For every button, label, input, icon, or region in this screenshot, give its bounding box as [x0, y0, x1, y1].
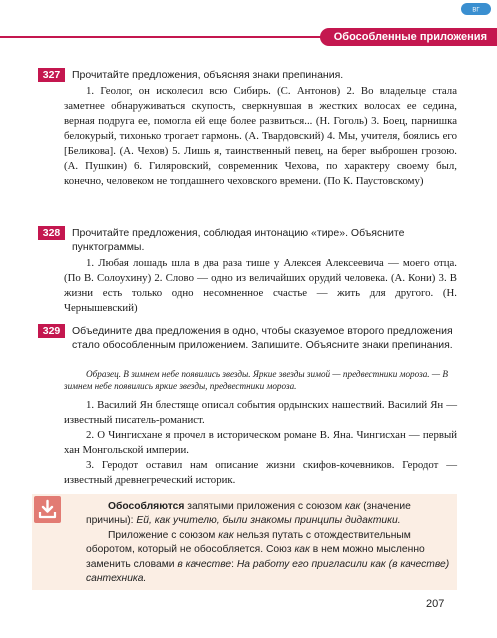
exercise-number-329: 329	[38, 324, 65, 338]
exercise-329-item-3: 3. Геродот оставил нам описание жизни скифов-кочевников. Геродот — известный древнегреческий историк.	[64, 459, 457, 486]
exercise-number-327: 327	[38, 68, 65, 82]
download-icon	[34, 496, 61, 523]
svg-text:ВГ: ВГ	[472, 7, 480, 14]
exercise-329-item-1: 1. Василий Ян блестяще описал события ордынских нашествий. Василий Ян — известный писатель-романист.	[64, 399, 457, 426]
rule-example-1: Ей, как учителю, были знакомы принципы дидактики.	[136, 515, 401, 527]
rule-bold-term: Обособляются	[108, 501, 185, 512]
exercise-329-sample	[64, 368, 457, 392]
exercise-328-text	[64, 256, 457, 316]
exercise-329-task: Объедините два предложения в одно, чтобы сказуемое второго предложения стало обособленным приложением. Запишите. Объясните знаки препинания.	[72, 325, 453, 351]
exercise-327-paragraph: 1. Геолог, он исколесил всю Сибирь. (С. Антонов) 2. Во владельце стала заметнее обнаруживаться скупость, сверкнувшая в жестких волосах ее седина, верная подруга ее, помогла ей еще более развиться... (Н. Гоголь) 3. Боец, парнишка белокурый, тихонько трогает гармонь. (А. Твардовский) 4. Мы, учителя, боялись его [Беликова]. (А. Чехов) 5. Лишь я, таинственный певец, на берег выброшен грозою. (А. Пушкин) 6. Гиляровский, современник Чехова, по характеру своему был, конечно, человеком не топдашнего чеховского времени. (По К. Паустовскому)	[64, 85, 457, 187]
exercise-327-task: Прочитайте предложения, объясняя знаки препинания.	[72, 69, 344, 81]
exercise-329-item-2: 2. О Чингисхане я прочел в историческом романе В. Яна. Чингисхан — первый хан Монгольской империи.	[64, 429, 457, 456]
page-number: 207	[426, 598, 445, 610]
rule-text	[86, 500, 452, 586]
rule-paragraph-1: Обособляются запятыми приложения с союзом как (значение причины): Ей, как учителю, были знакомы принципы дидактики.	[86, 501, 411, 527]
exercise-328-task: Прочитайте предложения, соблюдая интонацию «тире». Объясните пунктограммы.	[72, 227, 405, 253]
rule-paragraph-2: Приложение с союзом как нельзя путать с отождествительным оборотом, который не обособляется. Союз как в нем можно мысленно заменить словами в качестве: На работу его пригласили как (в качестве) сантехника.	[86, 529, 450, 585]
rule-example-2: На работу его пригласили как (в качестве) сантехника.	[86, 558, 450, 585]
exercise-329-text	[64, 398, 457, 488]
sample-text: Образец. В зимнем небе появились звезды. Яркие звезды зимой — предвестники мороза. — В зимнем небе появились яркие звезды, предвестники мороза.	[64, 369, 448, 391]
publisher-logo	[461, 3, 491, 15]
exercise-number-328: 328	[38, 226, 65, 240]
exercise-327-text	[64, 84, 457, 189]
section-title: Обособленные приложения	[320, 28, 497, 46]
exercise-328-paragraph: 1. Любая лошадь шла в два раза тише у Алексея Алексеевича — моего отца. (По В. Солоухину) 2. Слово — одно из величайших орудий человека. (А. Кони) 3. В жизни есть только одно несомненное счастье — жить для другого. (Н. Чернышевский)	[64, 257, 457, 314]
section-header	[0, 28, 497, 46]
